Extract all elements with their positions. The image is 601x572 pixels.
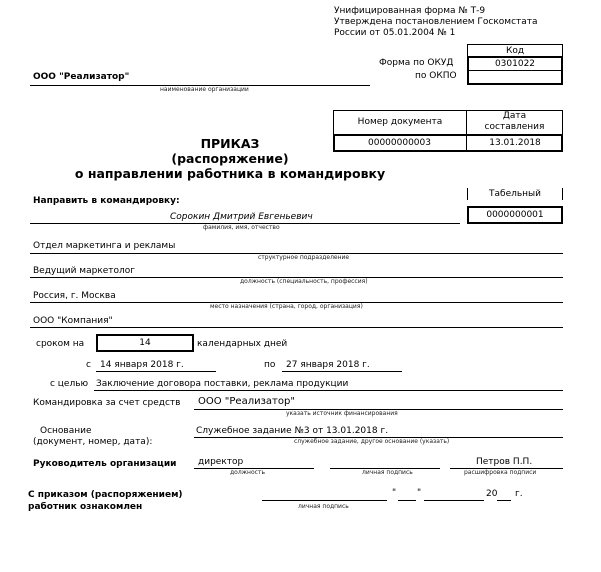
term-label: сроком на <box>36 339 85 349</box>
destination-organization: ООО "Компания" <box>33 316 113 326</box>
purpose-label: с целью <box>50 379 89 389</box>
form-line-3: России от 05.01.2004 № 1 <box>334 28 456 38</box>
code-header: Код <box>467 44 563 56</box>
head-position: директор <box>198 457 244 467</box>
position-caption: должность (специальность, профессия) <box>240 278 368 285</box>
destination-place-caption: место назначения (страна, город, организация) <box>210 303 363 310</box>
okud-label: Форма по ОКУД <box>379 58 454 68</box>
basis-label-2: (документ, номер, дата): <box>33 437 153 447</box>
destination-place: Россия, г. Москва <box>33 291 116 301</box>
title-line-2: (распоряжение) <box>171 151 289 166</box>
basis-label-1: Основание <box>40 426 92 436</box>
document-number-value: 00000000003 <box>333 135 467 151</box>
purpose-value: Заключение договора поставки, реклама продукции <box>96 379 349 389</box>
title-line-1: ПРИКАЗ <box>200 136 260 151</box>
form-line-1: Унифицированная форма № Т-9 <box>334 6 486 16</box>
department-caption: структурное подразделение <box>258 254 350 261</box>
okpo-label: по ОКПО <box>415 71 457 81</box>
year-suffix: г. <box>515 489 523 499</box>
head-label: Руководитель организации <box>33 459 177 469</box>
organization-name: ООО "Реализатор" <box>33 72 130 82</box>
document-date-header: Дата составления <box>467 110 563 134</box>
okpo-value <box>469 71 561 84</box>
position: Ведущий маркетолог <box>33 266 136 276</box>
term-days-label: календарных дней <box>197 339 288 349</box>
funding-label: Командировка за счет средств <box>33 398 181 408</box>
document-number-header: Номер документа <box>333 110 467 134</box>
okud-value: 0301022 <box>494 58 536 69</box>
organization-caption: наименование организации <box>160 86 249 93</box>
funding-value: ООО "Реализатор" <box>198 396 295 407</box>
employee-name-caption: фамилия, имя, отчество <box>203 224 280 231</box>
tab-value: 0000000001 <box>467 206 563 224</box>
term-from-date: 14 января 2018 г. <box>100 360 184 370</box>
acquainted-signature-caption: личная подпись <box>298 503 349 510</box>
title-line-3: о направлении работника в командировку <box>74 166 386 181</box>
basis-caption: служебное задание, другое основание (указать) <box>294 438 450 445</box>
quote-open: " <box>392 488 397 498</box>
basis-value: Служебное задание №3 от 13.01.2018 г. <box>196 426 389 436</box>
document-date-value: 13.01.2018 <box>489 138 541 148</box>
year-prefix: 20 <box>486 489 498 499</box>
term-days: 14 <box>96 334 194 352</box>
term-to-date: 27 января 2018 г. <box>286 360 370 370</box>
term-from-label: с <box>86 360 91 370</box>
department: Отдел маркетинга и рекламы <box>33 241 176 251</box>
head-name-caption: расшифровка подписи <box>464 469 537 476</box>
acquainted-label-1: С приказом (распоряжением) <box>28 490 183 500</box>
form-line-2: Утверждена постановлением Госкомстата <box>334 17 538 27</box>
term-to-label: по <box>264 360 276 370</box>
tab-header: Табельный <box>467 188 563 200</box>
send-label: Направить в командировку: <box>33 196 180 206</box>
quote-close: " <box>417 488 422 498</box>
funding-caption: указать источник финансирования <box>286 410 398 417</box>
head-signature-caption: личная подпись <box>362 469 413 476</box>
employee-name: Сорокин Дмитрий Евгеньевич <box>170 212 313 222</box>
head-position-caption: должность <box>230 469 265 476</box>
head-name: Петров П.П. <box>476 457 533 467</box>
acquainted-label-2: работник ознакомлен <box>28 502 143 512</box>
